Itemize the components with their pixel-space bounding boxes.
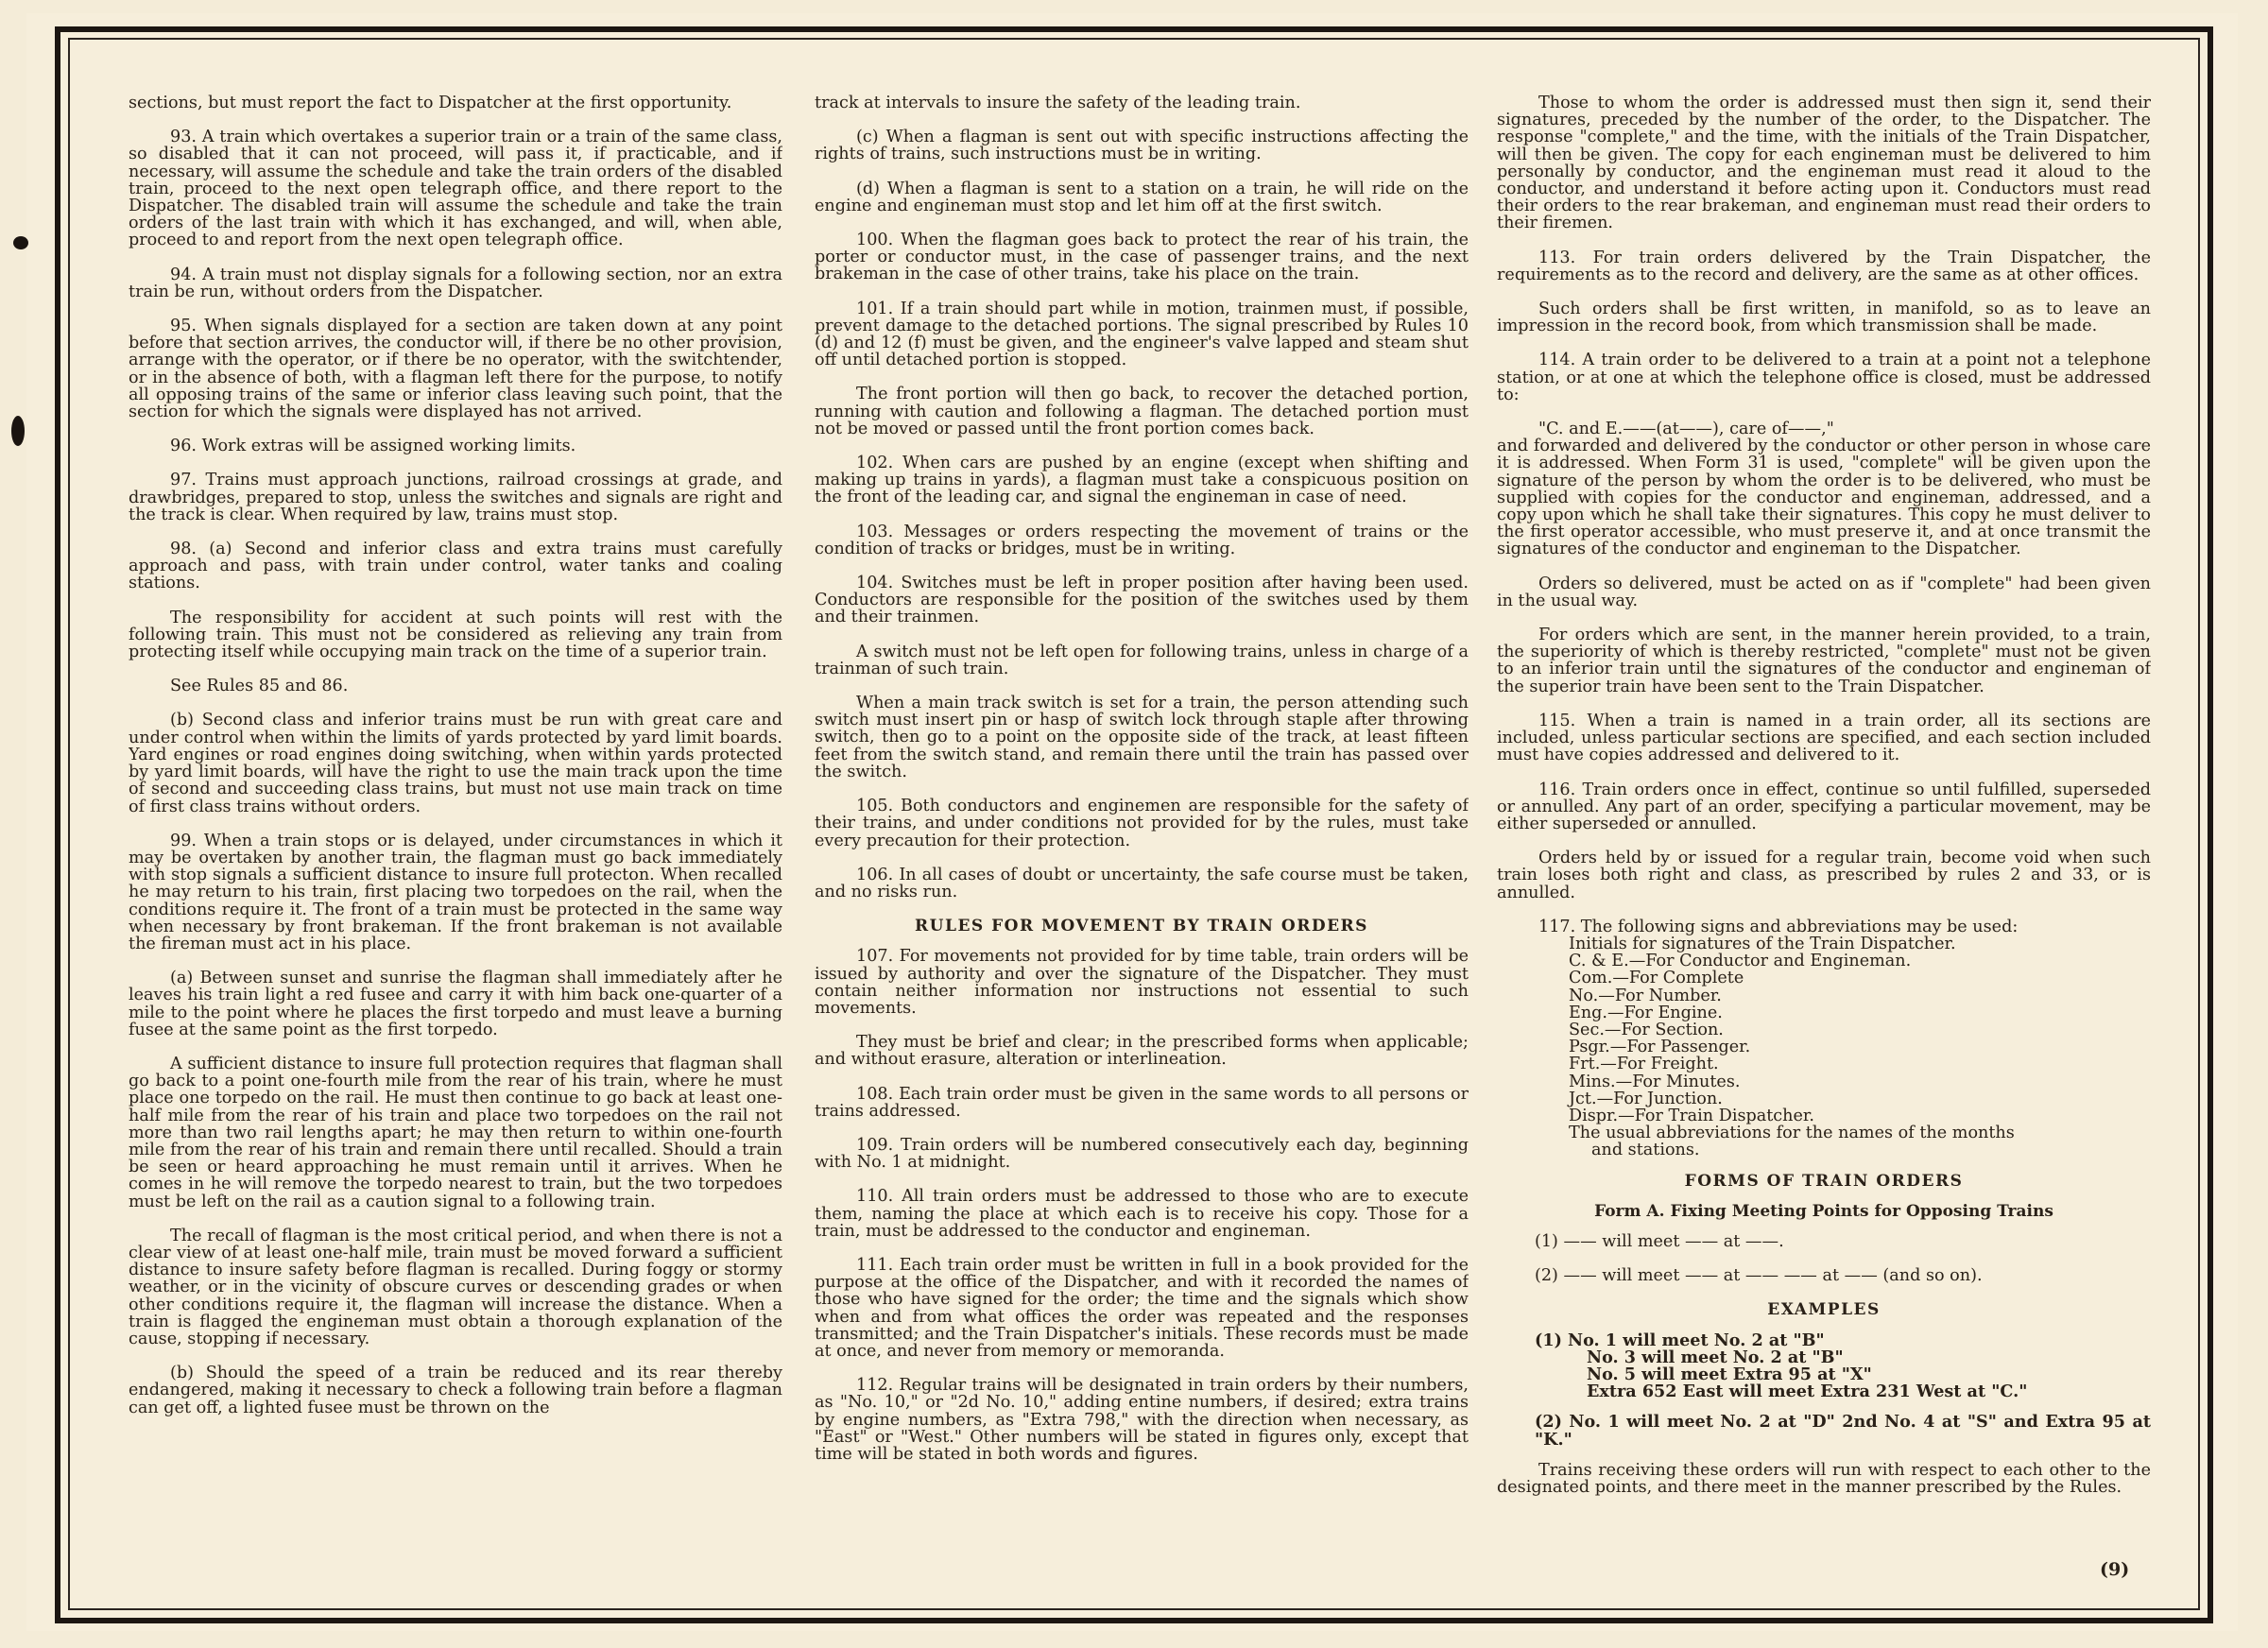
abbreviation-item: No.—For Number.	[1569, 986, 1722, 1005]
rule-98a: 98. (a) Second and inferior class and extra trains must carefully approach and pass, with train under control, water tanks and coaling stations.	[129, 540, 782, 593]
abbreviation-item: and stations.	[1591, 1141, 1700, 1160]
ink-stain	[11, 416, 25, 446]
paragraph: They must be brief and clear; in the prescribed forms when applicable; and without erasure, alteration or interlineation.	[815, 1033, 1469, 1070]
rule-99b: (b) Should the speed of a train be reduced and its rear thereby endangered, making it necessary to check a following train before a flagman can get off, a lighted fusee must be thrown on the	[129, 1364, 782, 1417]
rule-110: 110. All train orders must be addressed to those who are to execute them, naming the place at which each is to receive his copy. Those for a train, must be addressed to the conductor and engineman.	[815, 1187, 1469, 1241]
paragraph: Those to whom the order is addressed must then sign it, send their signatures, preceded by the number of the order, to the Dispatcher. The response "complete," and the time, with the initials of the Train Dispatcher, will then be given. The copy for each engineman must be delivered to him personally by conductor, and the engineman must read it aloud to the conductor, and understand it before acting upon it. Conductors must read their orders to the rear brakeman, and engineman must read their orders to their firemen.	[1497, 94, 2151, 233]
rule-97: 97. Trains must approach junctions, railroad crossings at grade, and drawbridges, prepared to stop, unless the switches and signals are right and the track is clear. When required by law, trains must stop.	[129, 471, 782, 524]
section-heading: RULES FOR MOVEMENT BY TRAIN ORDERS	[915, 917, 1368, 936]
forms-heading: FORMS OF TRAIN ORDERS	[1684, 1171, 1964, 1191]
abbreviation-item: C. & E.—For Conductor and Engineman.	[1569, 952, 1912, 971]
abbreviation-item: The usual abbreviations for the names of the months	[1569, 1124, 2015, 1143]
paragraph: Orders so delivered, must be acted on as if "complete" had been given in the usual way.	[1497, 574, 2151, 610]
rule-106: 106. In all cases of doubt or uncertainty, the safe course must be taken, and no risks run.	[815, 865, 1469, 901]
form-a-heading: Form A. Fixing Meeting Points for Opposing Trains	[1594, 1201, 2053, 1221]
rule-114: 114. A train order to be delivered to a train at a point not a telephone station, or at one at which the telephone office is closed, must be addressed to:	[1497, 351, 2151, 404]
rule-117-abbreviations	[1538, 918, 2151, 1159]
paragraph: track at intervals to insure the safety of the leading train.	[815, 94, 1301, 112]
text-column-1	[129, 94, 782, 1597]
rule-117-intro: 117. The following signs and abbreviations may be used:	[1538, 917, 2019, 936]
rule-107: 107. For movements not provided for by time table, train orders will be issued by authority and over the signature of the Dispatcher. They must contain neither information nor instructions not essential to such movements.	[815, 947, 1469, 1018]
rule-102: 102. When cars are pushed by an engine (except when shifting and making up trains in yards), a flagman must take a conspicuous position on the front of the leading car, and signal the engineman in case of need.	[815, 454, 1469, 507]
abbreviation-item: Psgr.—For Passenger.	[1569, 1038, 1751, 1057]
rule-94: 94. A train must not display signals for a following section, nor an extra train be run, without orders from the Dispatcher.	[129, 265, 782, 301]
paragraph: Such orders shall be first written, in manifold, so as to leave an impression in the record book, from which transmission shall be made.	[1497, 300, 2151, 336]
abbreviation-item: Mins.—For Minutes.	[1569, 1072, 1741, 1091]
example-line: No. 5 will meet Extra 95 at "X"	[1587, 1364, 1872, 1384]
abbreviation-item: Com.—For Complete	[1569, 969, 1744, 988]
abbreviation-item: Dispr.—For Train Dispatcher.	[1569, 1106, 1814, 1125]
paragraph: The recall of flagman is the most critical period, and when there is not a clear view of at least one-half mile, train must be moved forward a sufficient distance to insure safety before flagman is recalled. During foggy or stormy weather, or in the vicinity of obscure curves or descending grades or when other conditions require it, the flagman will increase the distance. When a train is flagged the engineman must obtain a thorough explanation of the cause, stopping if necessary.	[129, 1226, 782, 1348]
rule-115: 115. When a train is named in a train order, all its sections are included, unless particular sections are specified, and each section included must have copies addressed and delivered to it.	[1497, 711, 2151, 765]
paragraph: sections, but must report the fact to Dispatcher at the first opportunity.	[129, 94, 732, 112]
paragraph: A switch must not be left open for following trains, unless in charge of a trainman of such train.	[815, 642, 1469, 678]
rule-93: 93. A train which overtakes a superior train or a train of the same class, so disabled that it can not proceed, will pass it, if practicable, and if necessary, will assume the schedule and take the train orders of the disabled train, proceed to the next open telegraph office, and there report to the Dispatcher. The disabled train will assume the schedule and take the train orders of the last train with which it has exchanged, and will, when able, proceed to and report from the next open telegraph office.	[129, 128, 782, 250]
paragraph: See Rules 85 and 86.	[170, 677, 349, 696]
rule-99c: (c) When a flagman is sent out with specific instructions affecting the rights of trains, such instructions must be in writing.	[815, 128, 1469, 164]
rule-99d: (d) When a flagman is sent to a station on a train, he will ride on the engine and engineman must stop and let him off at the first switch.	[815, 179, 1469, 215]
example-line: No. 3 will meet No. 2 at "B"	[1587, 1347, 1844, 1367]
rule-112: 112. Regular trains will be designated in train orders by their numbers, as "No. 10," or "2d No. 10," adding entine numbers, if desired; extra trains by engine numbers, as "Extra 798," with the direction when necessary, as "East" or "West." Other numbers will be stated in figures only, except that time will be stated in both words and figures.	[815, 1376, 1469, 1464]
closing-paragraph: Trains receiving these orders will run with respect to each other to the designated points, and there meet in the manner prescribed by the Rules.	[1497, 1460, 2151, 1497]
rule-113: 113. For train orders delivered by the Train Dispatcher, the requirements as to the record and delivery, are the same as at other offices.	[1497, 248, 2151, 284]
abbreviation-item: Eng.—For Engine.	[1569, 1003, 1723, 1022]
rule-116: 116. Train orders once in effect, continue so until fulfilled, superseded or annulled. Any part of an order, specifying a particular movement, may be either superseded or annulled.	[1497, 780, 2151, 833]
rule-96: 96. Work extras will be assigned working limits.	[170, 437, 576, 456]
form-line: (2) —— will meet —— at —— —— at —— (and so on).	[1535, 1266, 1983, 1286]
abbreviation-item: Sec.—For Section.	[1569, 1020, 1724, 1039]
example-1	[1535, 1332, 2151, 1401]
rule-104: 104. Switches must be left in proper position after having been used. Conductors are responsible for the position of the switches used by them and their trainmen.	[815, 574, 1469, 627]
ink-stain	[13, 236, 28, 249]
abbreviation-item: Frt.—For Freight.	[1569, 1055, 1719, 1074]
form-line: (1) —— will meet —— at ——.	[1535, 1231, 1784, 1251]
paragraph: and forwarded and delivered by the conductor or other person in whose care it is addressed. When Form 31 is used, "complete" will be given upon the signature of the person by whom the order is to be delivered, who must be supplied with copies for the conductor and engineman, addressed, and a copy upon which he shall take their signatures. This copy he must deliver to the first operator accessible, who must preserve it, and at once transmit the signatures of the conductor and engineman to the Dispatcher.	[1497, 437, 2151, 559]
paragraph: The front portion will then go back, to recover the detached portion, running with caution and following a flagman. The detached portion must not be moved or passed until the front portion comes back.	[815, 385, 1469, 438]
paragraph: For orders which are sent, in the manner herein provided, to a train, the superiority of which is thereby restricted, "complete" must not be given to an inferior train until the signatures of the conductor and engineman of the superior train have been sent to the Train Dispatcher.	[1497, 626, 2151, 696]
rule-103: 103. Messages or orders respecting the movement of trains or the condition of tracks or bridges, must be in writing.	[815, 522, 1469, 558]
rule-111: 111. Each train order must be written in full in a book provided for the purpose at the office of the Dispatcher, and with it recorded the names of those who have signed for the order; the time and the signals which show when and from what offices the order was repeated and the responses transmitted; and the Train Dispatcher's initials. These records must be made at once, and never from memory or memoranda.	[815, 1255, 1469, 1361]
paragraph: The responsibility for accident at such points will rest with the following train. This must not be considered as relieving any train from protecting itself while occupying main track on the time of a superior train.	[129, 608, 782, 662]
text-column-3	[1497, 94, 2151, 1597]
rule-109: 109. Train orders will be numbered consecutively each day, beginning with No. 1 at midnight.	[815, 1135, 1469, 1173]
rule-95: 95. When signals displayed for a section are taken down at any point before that section arrives, the conductor will, if there be no other provision, arrange with the operator, or if there be no operator, with the switchtender, or in the absence of both, with a flagman left there for the purpose, to notify all opposing trains of the same or inferior class leaving such point, that the section for which the signals were displayed has not arrived.	[129, 317, 782, 422]
paragraph: When a main track switch is set for a train, the person attending such switch must insert pin or hasp of switch lock through staple after throwing switch, then go to a point on the opposite side of the track, at least fifteen feet from the switch stand, and remain there until the train has passed over the switch.	[815, 694, 1469, 781]
rule-99a: (a) Between sunset and sunrise the flagman shall immediately after he leaves his train light a red fusee and carry it with him back one-quarter of a mile to the point where he places the first torpedo and must leave a burning fusee at the same point as the first torpedo.	[129, 969, 782, 1039]
rule-99: 99. When a train stops or is delayed, under circumstances in which it may be overtaken by another train, the flagman must go back immediately with stop signals a sufficient distance to insure full protecton. When recalled he may return to his train, first placing two torpedoes on the rail, when the conditions require it. The front of a train must be protected in the same way when necessary by front brakeman. If the front brakeman is not available the fireman must act in his place.	[129, 831, 782, 953]
page-number: (9)	[2100, 1559, 2130, 1580]
abbreviation-item: Initials for signatures of the Train Dispatcher.	[1569, 934, 1956, 953]
rule-98b: (b) Second class and inferior trains must be run with great care and under control when within the limits of yards protected by yard limit boards. Yard engines or road engines doing switching, when within yards protected by yard limit boards, will have the right to use the main track upon the time of second and succeeding class trains, but must not use main track on time of first class trains without orders.	[129, 711, 782, 816]
example-line: Extra 652 East will meet Extra 231 West at "C."	[1587, 1382, 2028, 1402]
text-column-2	[815, 94, 1469, 1597]
example-line: (1) No. 1 will meet No. 2 at "B"	[1535, 1330, 1825, 1350]
paragraph: A sufficient distance to insure full protection requires that flagman shall go back to a point one-fourth mile from the rear of his train, where he must place one torpedo on the rail. He must then continue to go back at least one-half mile from the rear of his train and place two torpedoes on the rail not more than two rail lengths apart; he may then return to within one-fourth mile from the rear of his train and remain there until recalled. Should a train be seen or heard approaching he must remain until it arrives. When he comes in he will remove the torpedo nearest to train, but the two torpedoes must be left on the rail as a caution signal to a following train.	[129, 1054, 782, 1211]
abbreviation-item: Jct.—For Junction.	[1569, 1089, 1723, 1108]
rule-100: 100. When the flagman goes back to protect the rear of his train, the porter or conductor must, in the case of passenger trains, and the next brakeman in the case of other trains, take his place on the train.	[815, 231, 1469, 284]
example-2: (2) No. 1 will meet No. 2 at "D" 2nd No. 4 at "S" and Extra 95 at "K."	[1535, 1412, 2151, 1450]
rule-108: 108. Each train order must be given in the same words to all persons or trains addressed.	[815, 1084, 1469, 1121]
rule-105: 105. Both conductors and enginemen are responsible for the safety of their trains, and under conditions not provided for by the rules, must take every precaution for their protection.	[815, 797, 1469, 850]
address-form: "C. and E.——(at——), care of——,"	[1538, 420, 1834, 439]
examples-heading: EXAMPLES	[1767, 1300, 1881, 1320]
paragraph: Orders held by or issued for a regular train, become void when such train loses both right and class, as prescribed by rules 2 and 33, or is annulled.	[1497, 849, 2151, 902]
rule-101: 101. If a train should part while in motion, trainmen must, if possible, prevent damage to the detached portions. The signal prescribed by Rules 10 (d) and 12 (f) must be given, and the engineer's valve lapped and steam shut off until detached portion is stopped.	[815, 299, 1469, 370]
